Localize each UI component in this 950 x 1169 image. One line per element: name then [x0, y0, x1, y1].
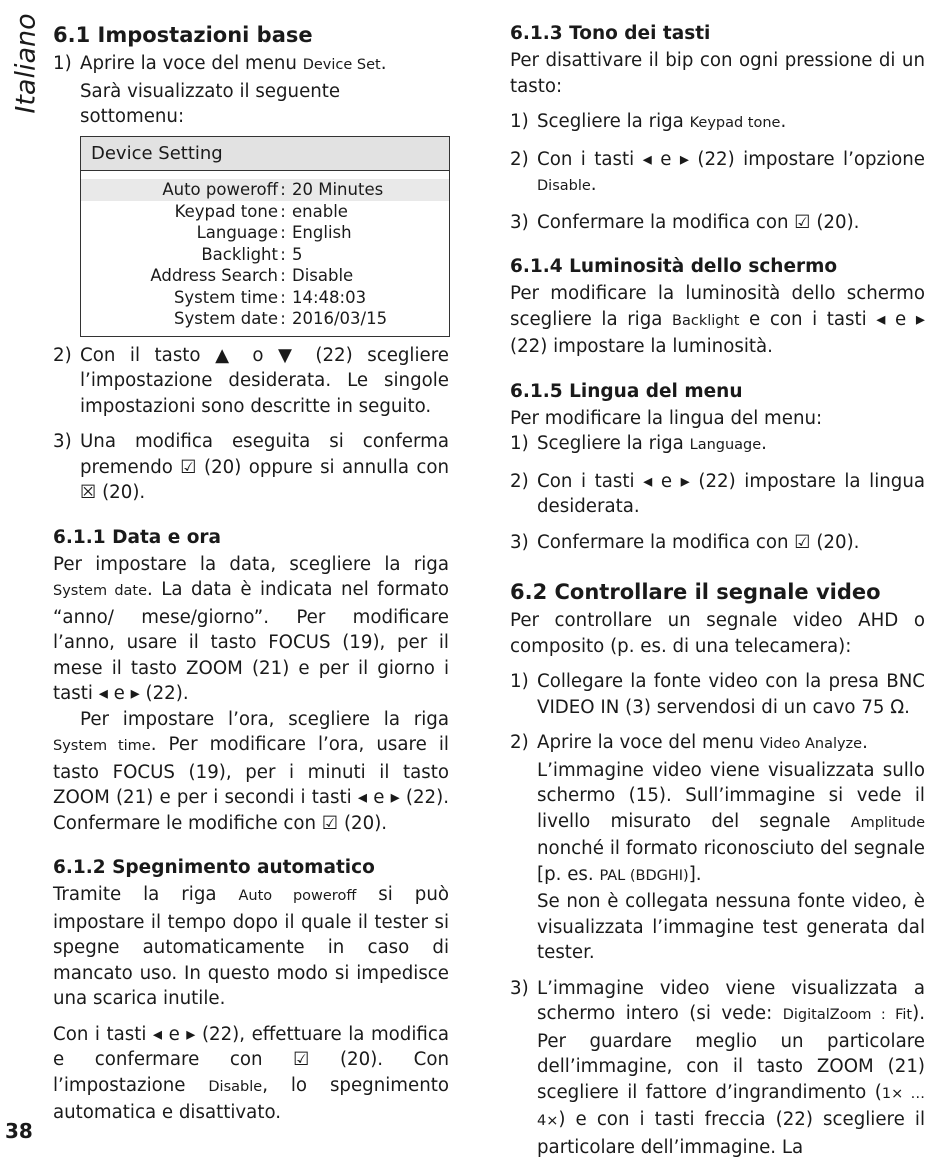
menu-row-value: 5 [292, 244, 303, 264]
section-6-1-title: 6.1 Impostazioni base [53, 23, 313, 47]
step-3 [53, 429, 449, 506]
step-3: 3) Confermare la modifica con ☑ (20). [510, 530, 925, 556]
menu-code: System time [53, 738, 151, 754]
step-number: 3) [510, 211, 529, 233]
side-tab-label: Italiano [10, 13, 42, 114]
step-number: 1) [510, 671, 529, 692]
step-number: 2) [510, 148, 529, 170]
menu-row-keypad-tone: Keypad tone : enable [81, 201, 449, 223]
section-6-1-5-steps [510, 431, 925, 555]
step-3: 3) Confermare la modifica con ☑ (20). [510, 210, 925, 236]
step-number: 1) [53, 53, 72, 74]
menu-row-label: Language [196, 223, 278, 242]
step-1 [53, 51, 449, 130]
step-2: 2) Aprire la voce del menu Video Analyze. L’immagine video viene visualizzata sullo schermo (15). Sull’immagine si vede il livello misurato del segnale Amplitude nonché il formato riconosciuto del segnale [p. es. PAL (BDGHI)]. Se non è collegata nessuna fonte video, è visualizzata l’immagine test generata dal tester. [510, 732, 925, 963]
paragraph: Per impostare la data, scegliere la riga System date. La data è indicata nel formato “anno/ mese/giorno”. Per modificare l’anno, usare il tasto FOCUS (19), per il mese il tasto ZOOM (21) e per il giorno i tasti ◂ e ▸ (22). [53, 553, 449, 704]
step-2 [53, 343, 449, 420]
step-number: 3) [510, 531, 529, 553]
menu-code: Language [689, 437, 762, 453]
menu-row-value: 2016/03/15 [292, 309, 388, 328]
step-1: 1) Scegliere la riga Keypad tone. [510, 109, 925, 137]
section-6-1-3-steps [510, 109, 925, 235]
step-number: 1) [510, 111, 529, 132]
step-number: 3) [510, 977, 529, 999]
menu-row-label: Auto poweroff [162, 180, 278, 199]
menu-row-address-search: Address Search : Disable [81, 265, 449, 287]
menu-row-value: Disable [292, 266, 354, 285]
step-2: 2) Con i tasti ◂ e ▸ (22) impostare la lingua desiderata. [510, 470, 925, 517]
menu-title: Device Setting [81, 137, 449, 172]
step-text: Una modifica eseguita si conferma premendo ☑ (20) oppure si annulla con ☒ (20). [80, 431, 449, 503]
paragraph: Per disattivare il bip con ogni pressione di un tasto: [510, 50, 925, 97]
section-6-1-steps-cont [53, 343, 449, 506]
paragraph: Tramite la riga Auto poweroff si può impostare il tempo dopo il quale il tester si spegne automaticamente in caso di mancato uso. In questo modo si impedisce una scarica inutile. [53, 884, 449, 1009]
menu-row-label: Backlight [201, 244, 278, 264]
section-6-1-1-title: 6.1.1 Data e ora [53, 526, 222, 548]
step-text: Sarà visualizzato il seguente sottomenu: [80, 80, 341, 127]
step-3: 3) L’immagine video viene visualizzata a schermo intero (si vede: DigitalZoom : Fit). Per guardare meglio un particolare dell’immagine, con il tasto ZOOM (21) scegliere il fattore d’ingrandimento (1× … 4×) e con i tasti freccia (22) scegliere il particolare dell’immagine. La [510, 977, 926, 1158]
menu-row-value: 20 Minutes [292, 180, 384, 199]
paragraph: Per impostare l’ora, scegliere la riga System time. Per modificare l’ora, usare il tasto FOCUS (19), per i minuti il tasto ZOOM (21) e per i secondi i tasti ◂ e ▸ (22). Confermare le modifiche con ☑ (20). [53, 708, 449, 834]
menu-code: Auto poweroff [238, 888, 357, 904]
menu-row-label: Keypad tone [174, 201, 278, 221]
menu-row-auto-poweroff: Auto poweroff : 20 Minutes [81, 179, 449, 201]
side-language-tab [0, 10, 42, 114]
section-6-1-2-title: 6.1.2 Spegnimento automatico [53, 857, 375, 878]
menu-code: Video Analyze [759, 736, 863, 752]
left-column [53, 22, 449, 1126]
paragraph: Con i tasti ◂ e ▸ (22), effettuare la modifica e confermare con ☑ (20). Con l’impostazione Disable, lo spegnimento automatica e disattivato. [53, 1023, 449, 1123]
step-text: Con il tasto ▲ o ▼ (22) scegliere l’impostazione desiderata. Le singole impostazioni sono descritte in seguito. [80, 344, 449, 417]
device-setting-menu [80, 136, 450, 337]
section-6-2-steps [510, 669, 925, 1160]
step-number: 2) [53, 344, 72, 366]
step-text: Aprire la voce del menu [80, 53, 303, 74]
menu-row-label: System time [173, 287, 278, 307]
section-6-1-4-title: 6.1.4 Luminosità dello schermo [510, 256, 838, 277]
section-6-1-steps [53, 51, 449, 130]
menu-code: 1× … 4× [537, 1085, 926, 1129]
menu-code: Disable [537, 178, 591, 194]
paragraph: Per controllare un segnale video AHD o composito (p. es. di una telecamera): [510, 610, 925, 657]
step-number: 2) [510, 470, 529, 492]
section-6-1-3-title: 6.1.3 Tono dei tasti [510, 23, 711, 44]
menu-row-value: English [292, 223, 352, 242]
menu-code: System date [53, 583, 148, 599]
section-6-1-5-title: 6.1.5 Lingua del menu [510, 380, 743, 402]
step-number: 2) [510, 732, 529, 753]
menu-row-label: System date [174, 309, 278, 328]
menu-row-system-time: System time : 14:48:03 [81, 287, 449, 309]
menu-row-backlight: Backlight : 5 [81, 244, 449, 266]
step-text: . [380, 53, 387, 74]
menu-code: PAL (BDGHI) [599, 867, 689, 884]
paragraph: Per modificare la lingua del menu: [510, 407, 823, 429]
menu-row-value: enable [292, 201, 348, 221]
menu-row-value: 14:48:03 [292, 287, 367, 307]
menu-code: Disable [208, 1078, 263, 1095]
step-number: 1) [510, 433, 529, 454]
right-column [510, 22, 925, 1160]
menu-code: Keypad tone [689, 115, 781, 131]
menu-row-language: Language : English [81, 222, 449, 244]
menu-rows [81, 171, 449, 336]
step-1: 1) Scegliere la riga Language. [510, 431, 925, 459]
step-1: 1) Collegare la fonte video con la presa BNC VIDEO IN (3) servendosi di un cavo 75 Ω. [510, 671, 925, 718]
paragraph: Per modificare la luminosità dello schermo scegliere la riga Backlight e con i tasti ◂ e ▸ (22) impostare la luminosità. [510, 283, 925, 357]
menu-code: Device Set [302, 57, 381, 73]
section-6-2-title: 6.2 Controllare il segnale video [510, 580, 881, 604]
step-2: 2) Con i tasti ◂ e ▸ (22) impostare l’opzione Disable. [510, 148, 925, 195]
page-number: 38 [5, 1119, 33, 1143]
menu-row-label: Address Search [150, 266, 278, 285]
step-number: 3) [53, 431, 72, 452]
menu-code: Amplitude [850, 814, 925, 831]
menu-code: DigitalZoom : Fit [782, 1007, 913, 1023]
menu-code: Backlight [672, 312, 740, 329]
menu-row-system-date: System date : 2016/03/15 [81, 308, 449, 330]
